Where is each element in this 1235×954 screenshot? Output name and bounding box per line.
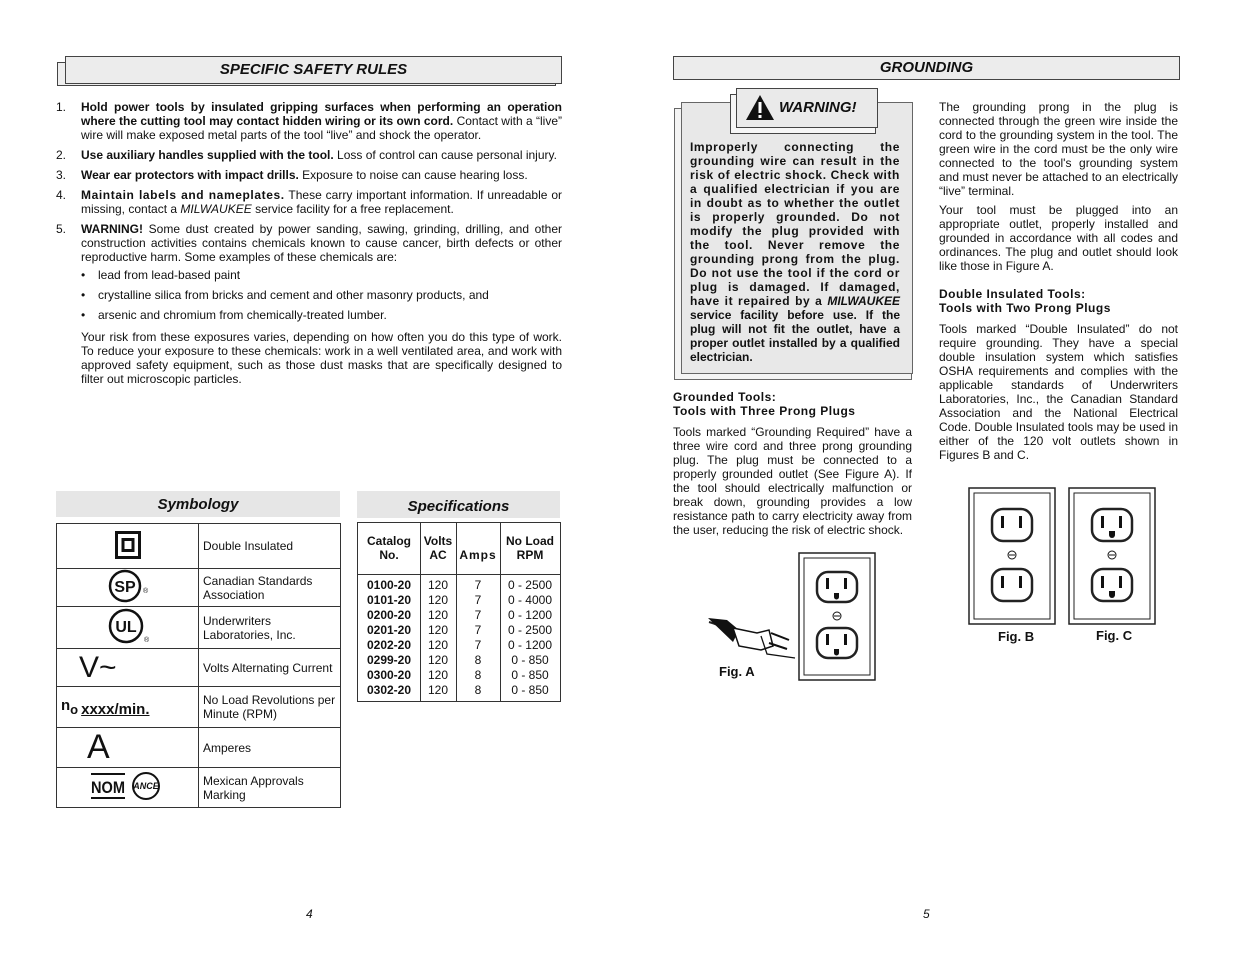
symbol-label: Canadian Standards Association bbox=[199, 569, 341, 607]
rpm-glyph-rest: xxxx/min. bbox=[81, 700, 150, 718]
figure-c-outlet bbox=[1068, 487, 1156, 625]
symbol-label: Underwriters Laboratories, Inc. bbox=[199, 607, 341, 649]
amps-values bbox=[457, 578, 499, 698]
subheading: Double Insulated Tools: bbox=[939, 287, 1086, 301]
table-row bbox=[57, 687, 341, 728]
table-cell: 0 - 1200 bbox=[507, 608, 553, 622]
table-cell: 7 bbox=[474, 623, 482, 637]
table-cell: 0 - 4000 bbox=[507, 593, 553, 607]
specifications-table bbox=[357, 522, 561, 702]
subheading: Grounded Tools: bbox=[673, 390, 777, 404]
table-cell: 7 bbox=[474, 608, 482, 622]
table-cell: 120 bbox=[427, 638, 449, 652]
grounded-paragraph: Tools marked “Grounding Required” have a three wire cord and three prong grounding plug. The plug must be connected to a properly grounded outlet (See Figure A). If the tool should electrically malfunction or break down, grounding provides a low resistance path to carry electricity away from the user, reducing the risk of electric shock. bbox=[673, 425, 912, 537]
table-row bbox=[57, 524, 341, 569]
column-header: Volts AC bbox=[423, 534, 453, 562]
section-title-safety-rules: SPECIFIC SAFETY RULES bbox=[65, 56, 562, 84]
rule-item bbox=[56, 148, 562, 162]
page-number: 4 bbox=[306, 907, 313, 921]
table-cell: 0 - 2500 bbox=[507, 623, 553, 637]
rule-text: Some dust created by power sanding, sawing, grinding, drilling, and other construction activities contains chemicals known to cause cancer, birth defects or other reproductive harm. Some examples of these chemicals are: bbox=[81, 222, 562, 264]
column-header: Amps bbox=[459, 548, 497, 562]
table-cell: 120 bbox=[427, 668, 449, 682]
warning-title: WARNING! bbox=[779, 99, 857, 116]
table-cell: 0100-20 bbox=[366, 578, 412, 592]
figure-c-label: Fig. C bbox=[1096, 628, 1133, 643]
outlet-paragraph: Your tool must be plugged into an appropriate outlet, properly installed and grounded in accordance with all codes and ordinances. The plug and outlet should look like those in Figure A. bbox=[939, 203, 1178, 273]
volts-values bbox=[421, 578, 455, 698]
rule-item bbox=[56, 188, 562, 216]
no-load-rpm-icon bbox=[57, 687, 199, 728]
table-cell: 120 bbox=[427, 593, 449, 607]
nom-ance-icon bbox=[57, 768, 199, 808]
subheading: Tools with Three Prong Plugs bbox=[673, 404, 856, 418]
prong-paragraph: The grounding prong in the plug is connected through the green wire inside the cord to the grounding system in the tool. The green wire in the cord must be the only wire connected to the tool's grounding system and must never be attached to an electrically “live” terminal. bbox=[939, 100, 1178, 198]
table-cell: 0 - 1200 bbox=[507, 638, 553, 652]
table-cell: 8 bbox=[474, 653, 482, 667]
svg-text:®: ® bbox=[143, 637, 149, 644]
column-header: No Load RPM bbox=[506, 534, 554, 562]
grounded-tools-section bbox=[673, 390, 912, 537]
table-row bbox=[57, 768, 341, 808]
table-cell: 0101-20 bbox=[366, 593, 412, 607]
figure-b-label: Fig. B bbox=[998, 629, 1035, 644]
table-cell: 0 - 850 bbox=[511, 653, 549, 667]
rule-text: These carry important information. If unreadable or missing, contact a bbox=[81, 188, 562, 216]
rule-text: Exposure to noise can cause hearing loss. bbox=[298, 168, 528, 182]
figure-a-plug-outlet bbox=[705, 550, 877, 682]
bullet-text: arsenic and chromium from chemically-treated lumber. bbox=[98, 308, 387, 322]
brand-name: MILWAUKEE bbox=[827, 294, 900, 308]
ance-mark: ANCE bbox=[132, 781, 159, 791]
rpm-glyph-n: n bbox=[61, 696, 71, 714]
svg-text:®: ® bbox=[142, 588, 148, 595]
table-cell: 0299-20 bbox=[366, 653, 412, 667]
bullet-text: crystalline silica from bricks and cement and other masonry products, and bbox=[98, 288, 489, 302]
rule-item bbox=[56, 100, 562, 142]
table-row bbox=[57, 728, 341, 768]
table-cell: 0 - 850 bbox=[511, 668, 549, 682]
table-cell: 120 bbox=[427, 623, 449, 637]
volts-ac-icon: V~ bbox=[57, 649, 199, 687]
symbol-label: No Load Revolutions per Minute (RPM) bbox=[199, 687, 341, 728]
symbol-label: Mexican Approvals Marking bbox=[199, 768, 341, 808]
symbology-title: Symbology bbox=[56, 491, 340, 517]
svg-text:SP: SP bbox=[113, 579, 136, 596]
table-cell: 8 bbox=[474, 683, 482, 697]
table-cell: 120 bbox=[427, 608, 449, 622]
subheading: Tools with Two Prong Plugs bbox=[939, 301, 1111, 315]
closing-paragraph: Your risk from these exposures varies, depending on how often you do this type of work. To reduce your exposure to these chemicals: work in a well ventilated area, and work with approved safety equipment, such as those dust masks that are specifically designed to filter out microscopic particles. bbox=[81, 330, 562, 386]
safety-rules-list bbox=[56, 100, 562, 392]
nom-mark: NOM bbox=[90, 778, 125, 797]
catalog-values bbox=[360, 578, 418, 698]
rule-text: Contact with a “live” wire will make exposed metal parts of the tool “live” and shock the operator. bbox=[81, 114, 562, 142]
rule-item bbox=[56, 168, 562, 182]
bullet-text: lead from lead-based paint bbox=[98, 268, 241, 282]
symbol-label: Amperes bbox=[199, 728, 341, 768]
rule-number: 2. bbox=[56, 148, 67, 162]
rpm-values bbox=[501, 578, 559, 698]
warning-text-part: Improperly connecting the grounding wire can result in the risk of electric shock. Check with a qualified electrician if you are in doubt as to whether the outlet is properly grounded. Do not modify the plug provided with the tool. Never remove the grounding prong from the plug. Do not use the tool if the cord or plug is damaged. If damaged, have it repaired by a bbox=[690, 140, 900, 308]
table-cell: 0200-20 bbox=[366, 608, 412, 622]
warning-triangle-icon bbox=[745, 94, 775, 121]
rule-bold: WARNING! bbox=[81, 222, 143, 236]
amperes-icon: A bbox=[57, 728, 199, 768]
symbology-table bbox=[56, 523, 341, 808]
section-title-grounding: GROUNDING bbox=[673, 56, 1180, 80]
list-item: • lead from lead-based paint bbox=[81, 268, 241, 282]
header-divider bbox=[358, 574, 560, 575]
table-cell: 7 bbox=[474, 593, 482, 607]
rule-bold: Hold power tools by insulated gripping surfaces when performing an operation where the cutting tool may contact hidden wiring or its own cord. bbox=[81, 100, 562, 128]
column-header: Catalog No. bbox=[366, 534, 411, 562]
table-cell: 120 bbox=[427, 653, 449, 667]
page-number: 5 bbox=[923, 907, 930, 921]
table-cell: 120 bbox=[427, 683, 449, 697]
rpm-glyph-o: o bbox=[70, 701, 79, 717]
table-cell: 0 - 850 bbox=[511, 683, 549, 697]
csa-icon bbox=[57, 569, 199, 607]
table-cell: 0302-20 bbox=[366, 683, 412, 697]
table-cell: 0 - 2500 bbox=[507, 578, 553, 592]
double-insulated-icon bbox=[57, 524, 199, 569]
table-cell: 7 bbox=[474, 638, 482, 652]
table-cell: 0202-20 bbox=[366, 638, 412, 652]
rule-bold: Maintain labels and nameplates. bbox=[81, 188, 285, 202]
table-cell: 0201-20 bbox=[366, 623, 412, 637]
table-row bbox=[57, 569, 341, 607]
symbol-label: Double Insulated bbox=[199, 524, 341, 569]
brand-name: MILWAUKEE bbox=[180, 202, 252, 216]
warning-text bbox=[690, 140, 900, 364]
rule-number: 1. bbox=[56, 100, 67, 114]
list-item: • arsenic and chromium from chemically-treated lumber. bbox=[81, 308, 387, 322]
rule-bold: Wear ear protectors with impact drills. bbox=[81, 168, 299, 182]
specifications-title: Specifications bbox=[357, 491, 560, 518]
table-cell: 0300-20 bbox=[366, 668, 412, 682]
double-insulated-paragraph: Tools marked “Double Insulated” do not require grounding. They have a special double insulation system which satisfies OSHA requirements and complies with the applicable standards of Underwriters Laboratories, Inc., the Canadian Standard Association and the National Electrical Code. Double Insulated tools may be used in either of the 120 volt outlets shown in Figures B and C. bbox=[939, 322, 1178, 462]
warning-header bbox=[736, 88, 878, 128]
ul-icon bbox=[57, 607, 199, 649]
table-cell: 8 bbox=[474, 668, 482, 682]
rule-item bbox=[56, 222, 562, 386]
table-row bbox=[57, 649, 341, 687]
rule-number: 4. bbox=[56, 188, 67, 202]
table-cell: 120 bbox=[427, 578, 449, 592]
right-column bbox=[939, 100, 1178, 462]
table-row bbox=[57, 607, 341, 649]
rule-number: 5. bbox=[56, 222, 67, 236]
symbol-label: Volts Alternating Current bbox=[199, 649, 341, 687]
warning-text-part: service facility before use. If the plug will not fit the outlet, have a proper outlet installed by a qualified electrician. bbox=[690, 308, 900, 364]
figure-b-outlet bbox=[968, 487, 1056, 625]
list-item: • crystalline silica from bricks and cement and other masonry products, and bbox=[81, 288, 489, 302]
rule-text: service facility for a free replacement. bbox=[251, 202, 454, 216]
svg-text:UL: UL bbox=[114, 619, 137, 636]
rule-number: 3. bbox=[56, 168, 67, 182]
rule-bold: Use auxiliary handles supplied with the tool. bbox=[81, 148, 334, 162]
figure-a-label: Fig. A bbox=[719, 664, 755, 679]
rule-text: Loss of control can cause personal injury. bbox=[333, 148, 557, 162]
table-cell: 7 bbox=[474, 578, 482, 592]
